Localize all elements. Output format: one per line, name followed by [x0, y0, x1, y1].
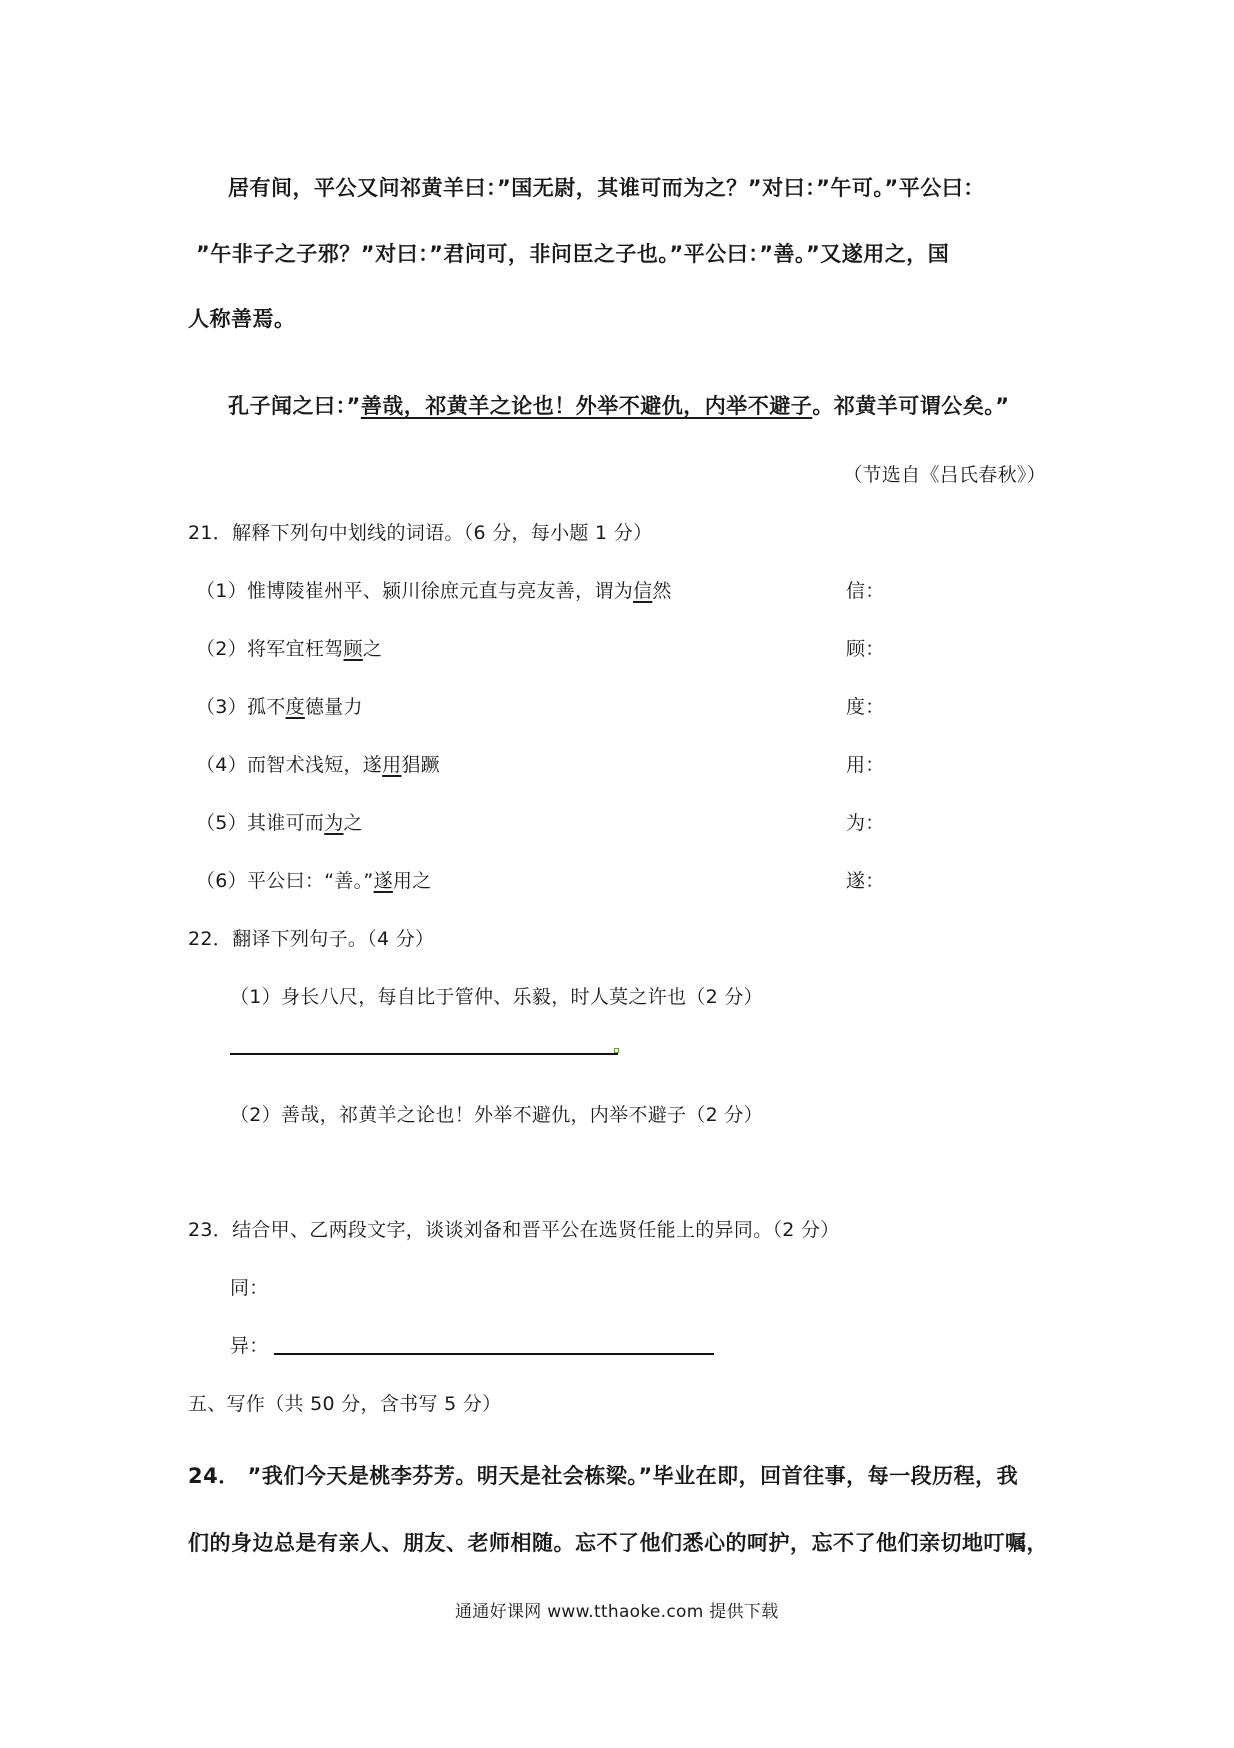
- q22-sentence-2: （2）善哉，祁黄羊之论也！外举不避仇，内举不避子（2 分）: [230, 1104, 763, 1126]
- q23-same-label: 同：: [230, 1277, 269, 1299]
- q21-answer-label-6: 遂：: [846, 870, 885, 892]
- passage-quote: [228, 390, 1010, 420]
- q24-line: 们的身边总是有亲人、朋友、老师相随。忘不了他们悉心的呵护，忘不了他们亲切地叮嘱，: [188, 1531, 1048, 1555]
- cursor-mark: [614, 1048, 619, 1053]
- q21-answer-label-3: 度：: [846, 696, 885, 718]
- q21-stem: 21．解释下列句中划线的词语。（6 分，每小题 1 分）: [188, 522, 653, 544]
- q23-diff-label: 异：: [230, 1335, 269, 1357]
- answer-blank[interactable]: [230, 1053, 618, 1055]
- q24-line: 24． ”我们今天是桃李芬芳。明天是社会栋梁。”毕业在即，回首往事，每一段历程，我: [188, 1464, 1019, 1488]
- quote-suffix: 。祁黄羊可谓公矣。”: [812, 394, 1010, 418]
- page-footer: 通通好课网 www.tthaoke.com 提供下载: [455, 1602, 779, 1622]
- q23-stem: 23．结合甲、乙两段文字，谈谈刘备和晋平公在选贤任能上的异同。（2 分）: [188, 1219, 840, 1241]
- q22-sentence-1: （1）身长八尺，每自比于管仲、乐毅，时人莫之许也（2 分）: [230, 986, 763, 1008]
- underlined-word: 遂: [373, 870, 393, 892]
- q21-answer-label-2: 顾：: [846, 638, 885, 660]
- q21-item-4: （4）而智术浅短，遂用猖蹶: [196, 754, 441, 776]
- q21-item-2: （2）将军宜枉驾顾之: [196, 638, 383, 660]
- section-heading: 五、写作（共 50 分，含书写 5 分）: [188, 1393, 502, 1415]
- q21-item-3: （3）孤不度德量力: [196, 696, 363, 718]
- q21-item-1: （1）惟博陵崔州平、颍川徐庶元直与亮友善，谓为信然: [196, 580, 672, 602]
- q22-stem: 22．翻译下列句子。（4 分）: [188, 928, 435, 950]
- quote-prefix: 孔子闻之曰：”: [228, 394, 361, 418]
- passage-line: 人称善焉。: [188, 307, 296, 331]
- underlined-word: 顾: [343, 638, 363, 660]
- underlined-word: 信: [633, 580, 653, 602]
- passage-line: 居有间，平公又问祁黄羊曰：”国无尉，其谁可而为之？”对曰：”午可。”平公曰：: [228, 176, 985, 200]
- underlined-word: 为: [324, 812, 344, 834]
- answer-blank[interactable]: [274, 1353, 714, 1355]
- passage-line: ”午非子之子邪？”对曰：”君问可，非问臣之子也。”平公曰：”善。”又遂用之，国: [196, 242, 950, 266]
- q21-answer-label-4: 用：: [846, 754, 885, 776]
- quote-underlined: 善哉，祁黄羊之论也！外举不避仇，内举不避子: [360, 394, 813, 418]
- q21-item-6: （6）平公曰：“善。”遂用之: [196, 870, 432, 892]
- passage-source: （节选自《吕氏春秋》）: [843, 464, 1046, 486]
- q21-item-5: （5）其谁可而为之: [196, 812, 363, 834]
- q21-answer-label-5: 为：: [846, 812, 885, 834]
- underlined-word: 度: [285, 696, 305, 718]
- q21-answer-label-1: 信：: [846, 580, 885, 602]
- underlined-word: 用: [382, 754, 402, 776]
